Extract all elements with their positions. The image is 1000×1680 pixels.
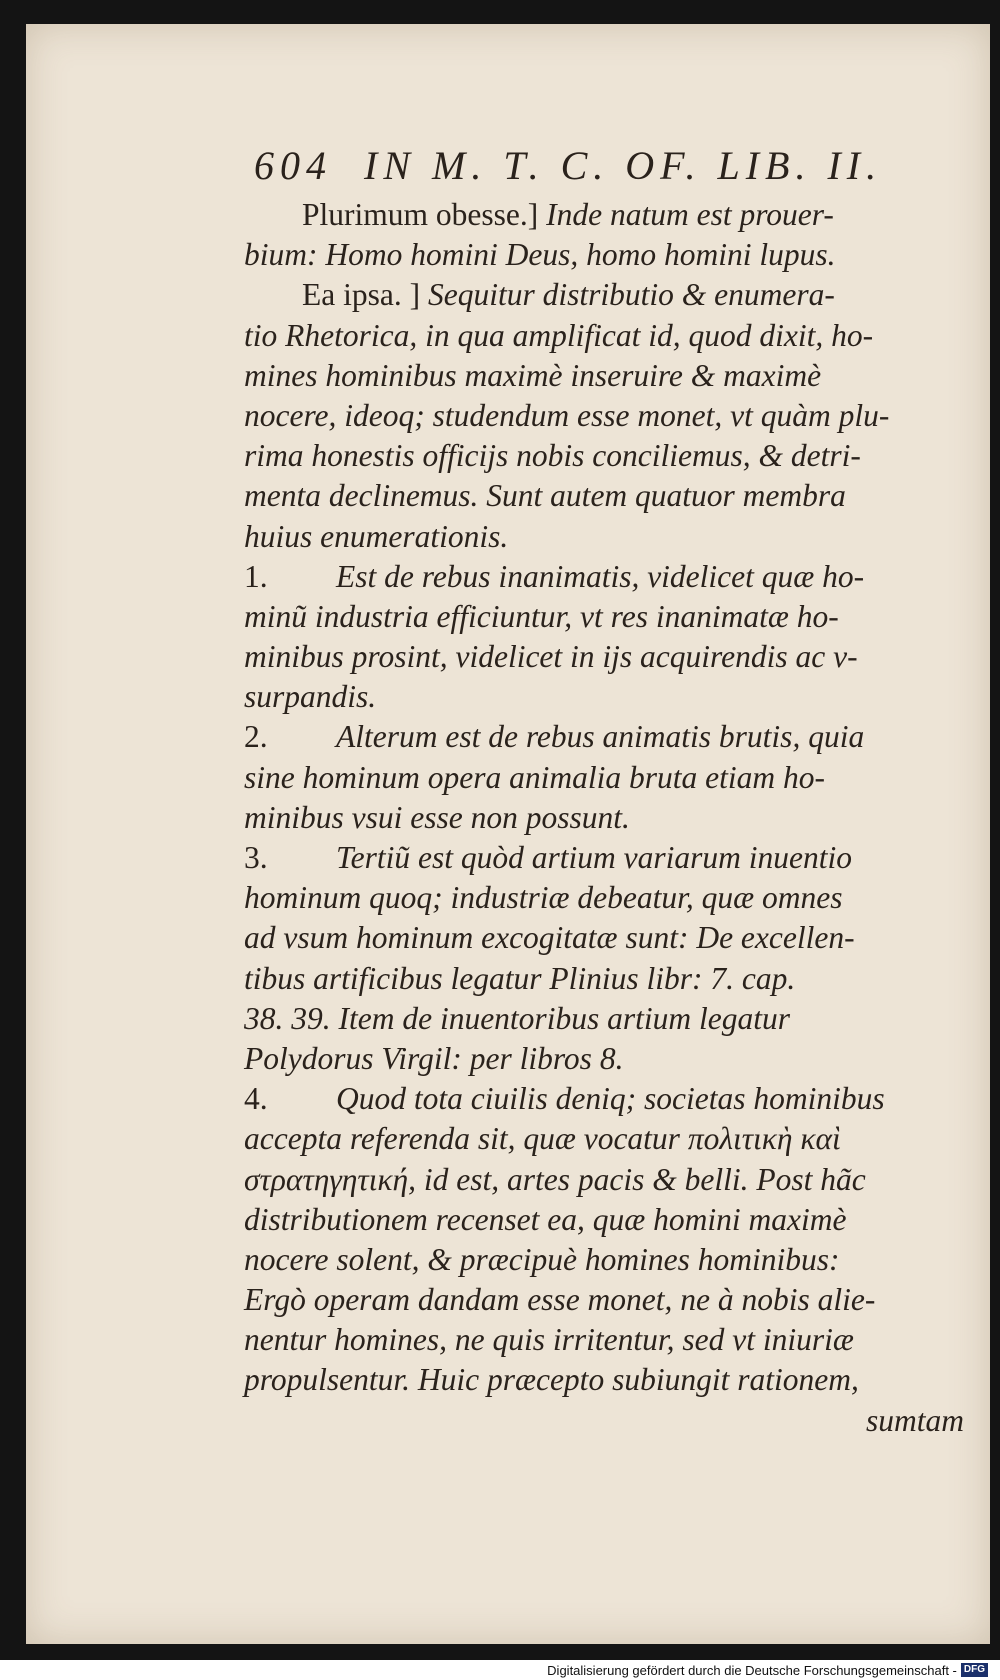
text-line: [244, 356, 964, 396]
text-line: [244, 758, 964, 798]
text-line: [244, 597, 964, 637]
text-line: [244, 476, 964, 516]
line-text: sine hominum opera animalia bruta etiam ho-: [244, 759, 825, 795]
line-text: huius enumerationis.: [244, 518, 509, 554]
credit-text: Digitalisierung gefördert durch die Deutsche Forschungsgemeinschaft -: [547, 1662, 957, 1678]
text-line: [244, 959, 964, 999]
line-text: Alterum est de rebus animatis brutis, quia: [336, 719, 865, 755]
text-line: [244, 717, 964, 757]
text-line: [244, 195, 964, 235]
page-number: 604: [254, 143, 332, 188]
line-text: surpandis.: [244, 679, 377, 715]
text-line: [244, 1360, 964, 1400]
text-line: [244, 798, 964, 838]
lemma: Ea ipsa. ]: [302, 277, 421, 313]
line-text: nentur homines, ne quis irritentur, sed vt iniuriæ: [244, 1322, 854, 1358]
line-text: tibus artificibus legatur Plinius libr: 7. cap.: [244, 960, 796, 996]
text-line: [244, 1320, 964, 1360]
item-number: 3.: [244, 840, 268, 875]
digitization-credit: [0, 1660, 1000, 1680]
text-line: [244, 1039, 964, 1079]
text-line: [244, 517, 964, 557]
line-text: Ergò operam dandam esse monet, ne à nobis alie-: [244, 1282, 876, 1318]
line-text: nocere solent, & præcipuè homines hominibus:: [244, 1241, 840, 1277]
text-line: [244, 1160, 964, 1200]
text-line: [244, 918, 964, 958]
body-text: [244, 195, 964, 1401]
item-number: 2.: [244, 719, 268, 755]
line-text: mines hominibus maximè inseruire & maximè: [244, 357, 822, 393]
line-text: rima honestis officijs nobis conciliemus, & detri-: [244, 438, 861, 474]
line-text: nocere, ideoq; studendum esse monet, vt quàm plu-: [244, 397, 890, 433]
text-line: [244, 396, 964, 436]
page-text-block: [244, 142, 964, 1441]
line-text: tio Rhetorica, in qua amplificat id, quod dixit, ho-: [244, 317, 874, 353]
text-line: [244, 1079, 964, 1119]
line-text: 38. 39. Item de inuentoribus artium legatur: [244, 1000, 790, 1036]
text-line: [244, 878, 964, 918]
item-number: 1.: [244, 558, 268, 594]
catchword: sumtam: [865, 1402, 964, 1438]
lemma: Plurimum obesse.]: [302, 197, 539, 232]
line-text: menta declinemus. Sunt autem quatuor membra: [244, 478, 846, 514]
text-line: [244, 999, 964, 1039]
text-line: [244, 436, 964, 476]
text-line: [244, 1200, 964, 1240]
text-line: [244, 275, 964, 315]
line-text: bium: Homo homini Deus, homo homini lupus.: [244, 237, 836, 273]
text-line: [244, 677, 964, 717]
line-text: Tertiũ est quòd artium variarum inuentio: [336, 840, 852, 875]
text-line: [244, 838, 964, 878]
text-line: [244, 1240, 964, 1280]
text-line: [244, 235, 964, 275]
line-text: minibus prosint, videlicet in ijs acquirendis ac v-: [244, 639, 858, 675]
line-text: minũ industria efficiuntur, vt res inanimatæ ho-: [244, 598, 839, 634]
line-text: Inde natum est prouer-: [538, 197, 834, 232]
line-text: Quod tota ciuilis deniq; societas hominibus: [336, 1081, 885, 1117]
line-text: hominum quoq; industriæ debeatur, quæ omnes: [244, 880, 843, 916]
running-header: [254, 142, 964, 189]
line-text: minibus vsui esse non possunt.: [244, 799, 630, 835]
line-text: propulsentur. Huic præcepto subiungit rationem,: [244, 1362, 859, 1398]
text-line: [244, 1119, 964, 1159]
line-text: Sequitur distributio & enumera-: [420, 277, 835, 313]
text-line: [244, 316, 964, 356]
line-text: στρατηγητική, id est, artes pacis & belli. Post hãc: [244, 1161, 866, 1197]
running-title: IN M. T. C. OF. LIB. II.: [364, 143, 883, 188]
dfg-logo: DFG: [961, 1663, 988, 1677]
line-text: Est de rebus inanimatis, videlicet quæ ho-: [336, 558, 865, 594]
item-number: 4.: [244, 1081, 268, 1117]
text-line: [244, 637, 964, 677]
line-text: distributionem recenset ea, quæ homini maximè: [244, 1201, 847, 1237]
text-line: [244, 557, 964, 597]
line-text: accepta referenda sit, quæ vocatur πολιτικὴ καὶ: [244, 1121, 841, 1157]
line-text: ad vsum hominum excogitatæ sunt: De excellen-: [244, 920, 855, 956]
text-line: [244, 1280, 964, 1320]
book-page: [26, 24, 990, 1644]
line-text: Polydorus Virgil: per libros 8.: [244, 1040, 624, 1076]
